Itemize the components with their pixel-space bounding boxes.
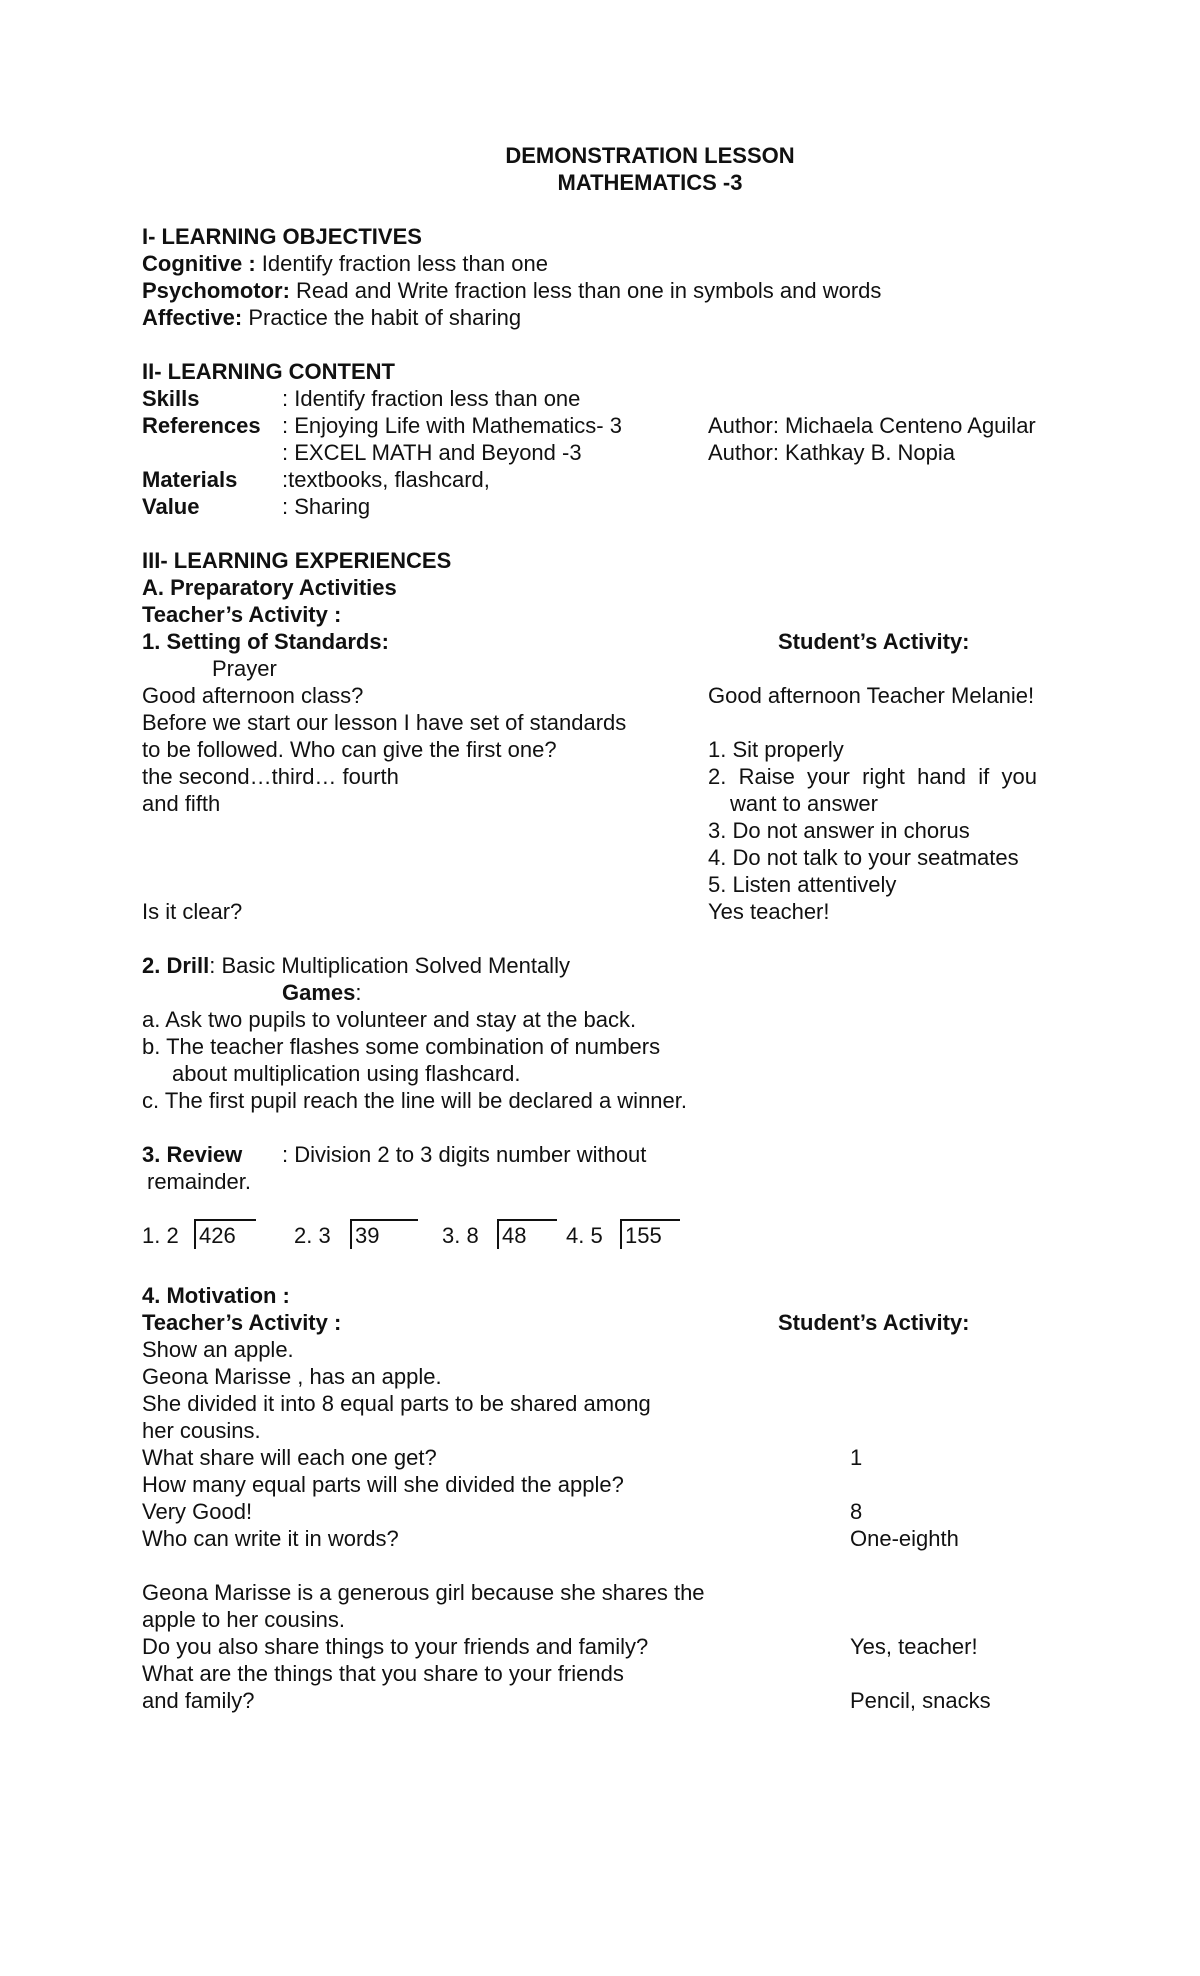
student-standard-2: 2. Raise your right hand if you (708, 764, 1037, 789)
drill-step-c: c. The first pupil reach the line will be declared a winner. (142, 1088, 687, 1113)
value-label: Value (142, 494, 200, 519)
motivation-line-12: What are the things that you share to your friends (142, 1661, 624, 1686)
affective-text: Practice the habit of sharing (248, 305, 522, 330)
motivation-line-9: Geona Marisse is a generous girl because she shares the (142, 1580, 705, 1605)
teacher-is-it-clear: Is it clear? (142, 899, 243, 924)
psychomotor-label: Psychomotor: (142, 278, 290, 303)
teacher-standards-line-1: Before we start our lesson I have set of standards (142, 710, 627, 735)
drill-text: : Basic Multiplication Solved Mentally (209, 953, 570, 978)
skills-value: : Identify fraction less than one (282, 386, 581, 411)
setting-standards-heading: 1. Setting of Standards: (142, 629, 389, 654)
motivation-line-8: Who can write it in words? (142, 1526, 399, 1551)
motivation-line-1: Show an apple. (142, 1337, 294, 1362)
review-text: : Division 2 to 3 digits number without (282, 1142, 647, 1167)
student-activity-heading: Student’s Activity: (778, 629, 970, 654)
content-heading: II- LEARNING CONTENT (142, 359, 395, 384)
division-2-dividend: 39 (350, 1219, 418, 1249)
reference-2-author: Author: Kathkay B. Nopia (708, 440, 956, 465)
motivation-line-5: What share will each one get? (142, 1445, 437, 1470)
motivation-answer-8: One-eighth (850, 1526, 959, 1551)
drill-step-b-cont: about multiplication using flashcard. (172, 1061, 521, 1086)
motivation-answer-11: Yes, teacher! (850, 1634, 978, 1659)
motivation-line-4: her cousins. (142, 1418, 261, 1443)
objective-cognitive (142, 250, 548, 277)
division-4-prefix: 4. 5 (566, 1223, 603, 1248)
motivation-answer-7: 8 (850, 1499, 863, 1524)
division-3-dividend: 48 (497, 1219, 557, 1249)
motivation-line-6: How many equal parts will she divided the apple? (142, 1472, 624, 1497)
review-label: 3. Review (142, 1142, 243, 1167)
prayer: Prayer (212, 656, 277, 681)
affective-label: Affective: (142, 305, 243, 330)
cognitive-label: Cognitive : (142, 251, 256, 276)
student-standard-2-cont: want to answer (730, 791, 878, 816)
student-yes-teacher: Yes teacher! (708, 899, 830, 924)
motivation-line-10: apple to her cousins. (142, 1607, 346, 1632)
games-colon: : (355, 980, 362, 1005)
drill-step-a: a. Ask two pupils to volunteer and stay at the back. (142, 1007, 637, 1032)
lesson-subject: MATHEMATICS -3 (557, 170, 743, 195)
drill-line (142, 952, 570, 979)
teacher-standards-line-2: to be followed. Who can give the first one? (142, 737, 557, 762)
drill-step-b: b. The teacher flashes some combination of numbers (142, 1034, 661, 1059)
experiences-heading: III- LEARNING EXPERIENCES (142, 548, 452, 573)
student-standard-5: 5. Listen attentively (708, 872, 897, 897)
motivation-heading: 4. Motivation : (142, 1283, 290, 1308)
games-line (282, 979, 362, 1006)
reference-1: : Enjoying Life with Mathematics- 3 (282, 413, 622, 438)
teacher-fifth: and fifth (142, 791, 221, 816)
division-1-dividend: 426 (194, 1219, 256, 1249)
objectives-heading: I- LEARNING OBJECTIVES (142, 224, 422, 249)
review-text-cont: remainder. (147, 1169, 251, 1194)
teacher-greeting: Good afternoon class? (142, 683, 364, 708)
student-standard-4: 4. Do not talk to your seatmates (708, 845, 1019, 870)
division-1-prefix: 1. 2 (142, 1223, 179, 1248)
division-3-prefix: 3. 8 (442, 1223, 479, 1248)
motivation-teacher-activity: Teacher’s Activity : (142, 1310, 342, 1335)
motivation-student-activity: Student’s Activity: (778, 1310, 970, 1335)
cognitive-text: Identify fraction less than one (261, 251, 548, 276)
motivation-line-11: Do you also share things to your friends and family? (142, 1634, 649, 1659)
student-standard-3: 3. Do not answer in chorus (708, 818, 970, 843)
student-greeting: Good afternoon Teacher Melanie! (708, 683, 1035, 708)
lesson-title: DEMONSTRATION LESSON (505, 143, 795, 168)
division-2-prefix: 2. 3 (294, 1223, 331, 1248)
drill-label: 2. Drill (142, 953, 210, 978)
motivation-line-2: Geona Marisse , has an apple. (142, 1364, 442, 1389)
objective-psychomotor (142, 277, 881, 304)
reference-1-author: Author: Michaela Centeno Aguilar (708, 413, 1036, 438)
motivation-answer-5: 1 (850, 1445, 863, 1470)
motivation-line-3: She divided it into 8 equal parts to be shared among (142, 1391, 651, 1416)
objective-affective (142, 304, 521, 331)
student-standard-1: 1. Sit properly (708, 737, 844, 762)
materials-value: :textbooks, flashcard, (282, 467, 490, 492)
motivation-line-13: and family? (142, 1688, 255, 1713)
teacher-second: the second…third… fourth (142, 764, 399, 789)
preparatory-heading: A. Preparatory Activities (142, 575, 397, 600)
motivation-answer-13: Pencil, snacks (850, 1688, 991, 1713)
materials-label: Materials (142, 467, 238, 492)
teacher-activity-heading: Teacher’s Activity : (142, 602, 342, 627)
motivation-line-7: Very Good! (142, 1499, 253, 1524)
reference-2: : EXCEL MATH and Beyond -3 (282, 440, 582, 465)
references-label: References (142, 413, 261, 438)
games-label: Games (282, 980, 356, 1005)
value-value: : Sharing (282, 494, 371, 519)
psychomotor-text: Read and Write fraction less than one in symbols and words (296, 278, 882, 303)
division-4-dividend: 155 (620, 1219, 680, 1249)
skills-label: Skills (142, 386, 200, 411)
